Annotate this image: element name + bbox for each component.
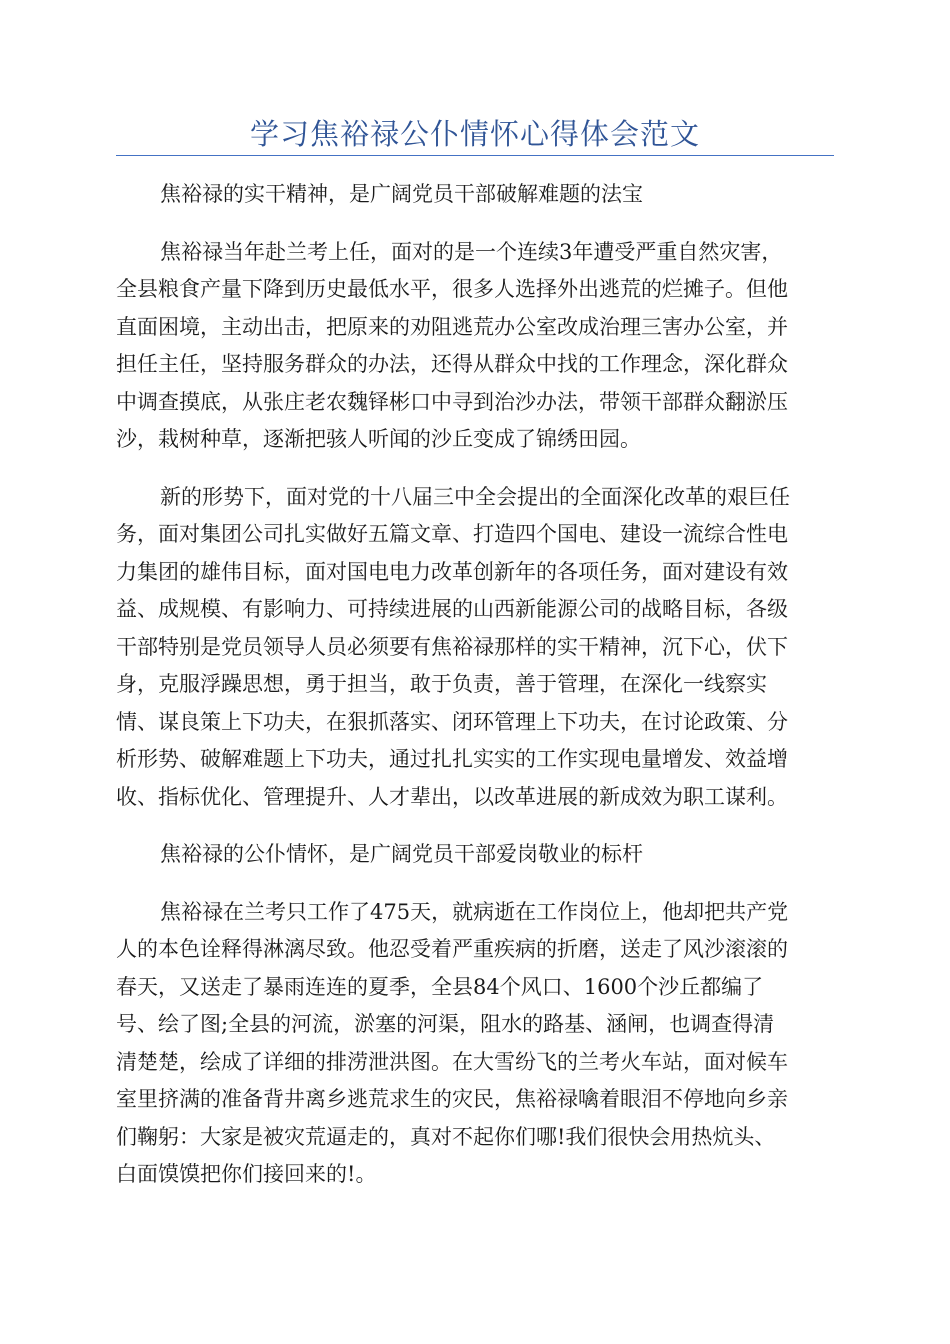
paragraph-line: 益、成规模、有影响力、可持续进展的山西新能源公司的战略目标，各级 [116,597,788,621]
paragraph-line: 室里挤满的准备背井离乡逃荒求生的灾民，焦裕禄噙着眼泪不停地向乡亲 [116,1087,788,1111]
paragraph-line: 们鞠躬：大家是被灾荒逼走的，真对不起你们哪!我们很快会用热炕头、 [116,1124,776,1149]
paragraph-line: 直面困境，主动出击，把原来的劝阻逃荒办公室改成治理三害办公室，并 [116,314,788,339]
section-heading-2: 焦裕禄的公仆情怀，是广阔党员干部爱岗敬业的标杆 [160,842,643,866]
section-heading-1: 焦裕禄的实干精神，是广阔党员干部破解难题的法宝 [160,182,643,206]
paragraph-line: 力集团的雄伟目标，面对国电电力改革创新年的各项任务，面对建设有效 [116,559,788,584]
document-title: 学习焦裕禄公仆情怀心得体会范文 [249,117,700,151]
paragraph-line: 析形势、破解难题上下功夫，通过扎扎实实的工作实现电量增发、效益增 [116,747,788,771]
paragraph-line: 焦裕禄当年赴兰考上任，面对的是一个连续3年遭受严重自然灾害， [160,239,783,264]
paragraph-3 [116,894,834,1194]
paragraph-2 [116,479,834,817]
paragraph-line: 担任主任，坚持服务群众的办法，还得从群众中找的工作理念，深化群众 [116,352,788,376]
paragraph-line: 焦裕禄在兰考只工作了475天，就病逝在工作岗位上，他却把共产党 [160,899,789,924]
paragraph-line: 新的形势下，面对党的十八届三中全会提出的全面深化改革的艰巨任 [160,484,790,509]
paragraph-line: 春天，又送走了暴雨连连的夏季，全县84个风口、1600个沙丘都编了 [116,974,764,999]
paragraph-line: 沙，栽树种草，逐渐把骇人听闻的沙丘变成了锦绣田园。 [116,427,641,451]
paragraph-1 [116,234,834,459]
paragraph-line: 身，克服浮躁思想，勇于担当，敢于负责，善于管理，在深化一线察实 [116,672,767,696]
paragraph-line: 全县粮食产量下降到历史最低水平，很多人选择外出逃荒的烂摊子。但他 [116,277,788,301]
paragraph-line: 务，面对集团公司扎实做好五篇文章、打造四个国电、建设一流综合性电 [116,522,788,546]
paragraph-line: 干部特别是党员领导人员必须要有焦裕禄那样的实干精神，沉下心，伏下 [116,634,788,659]
paragraph-line: 号、绘了图;全县的河流，淤塞的河渠，阻水的路基、涵闸，也调查得清 [116,1012,775,1036]
paragraph-line: 人的本色诠释得淋漓尽致。他忍受着严重疾病的折磨，送走了风沙滚滚的 [116,937,788,961]
paragraph-line: 中调查摸底，从张庄老农魏铎彬口中寻到治沙办法，带领干部群众翻淤压 [116,389,788,414]
paragraph-line: 情、谋良策上下功夫，在狠抓落实、闭环管理上下功夫，在讨论政策、分 [116,709,788,734]
title-underline [116,155,834,156]
document-body [116,176,834,1214]
paragraph-line: 收、指标优化、管理提升、人才辈出，以改革进展的新成效为职工谋利。 [116,784,788,809]
paragraph-line: 白面馍馍把你们接回来的!。 [116,1162,377,1186]
paragraph-line: 清楚楚，绘成了详细的排涝泄洪图。在大雪纷飞的兰考火车站，面对候车 [116,1049,788,1074]
